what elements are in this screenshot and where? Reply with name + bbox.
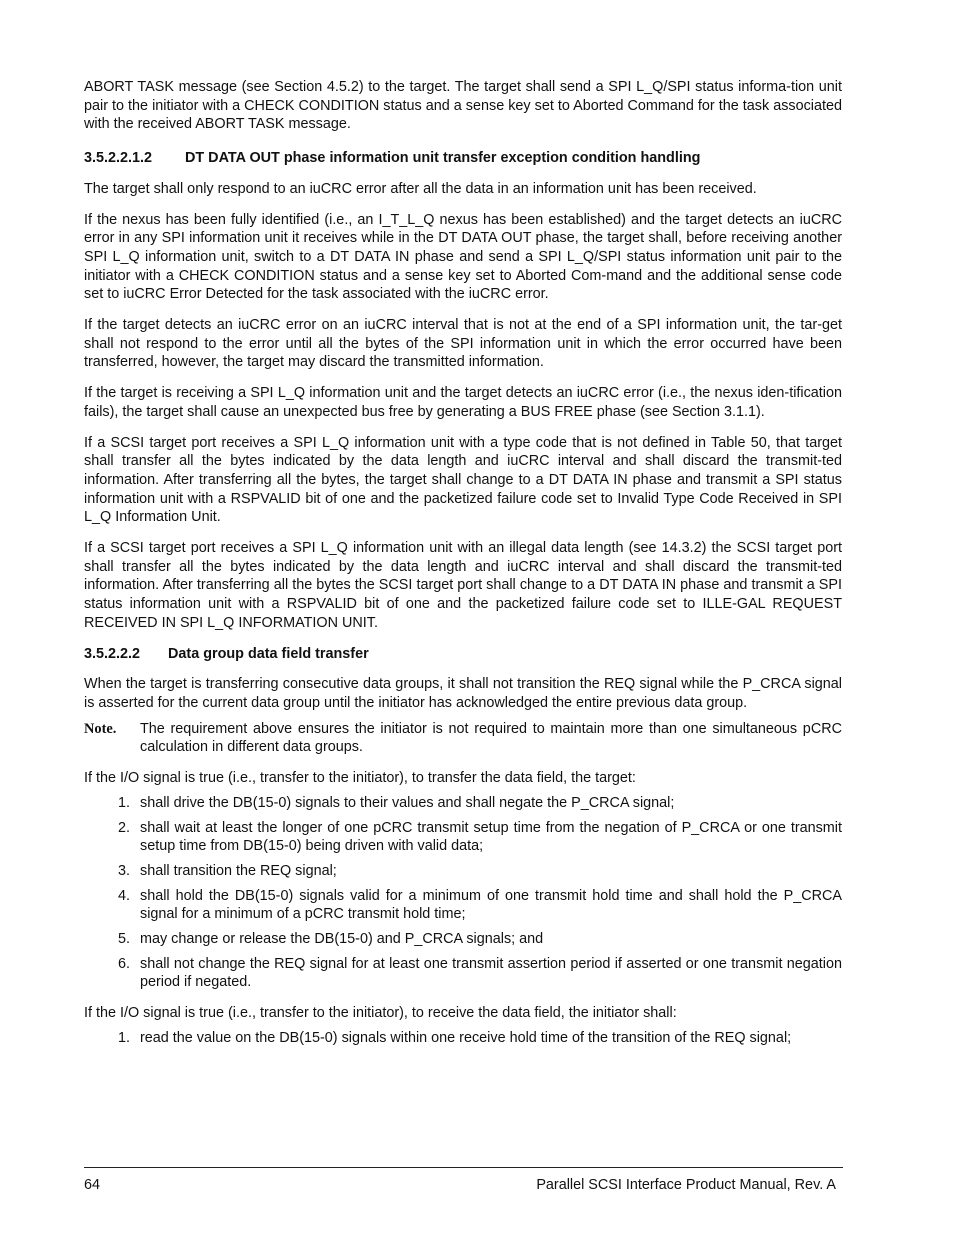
paragraph: If the nexus has been fully identified (i.e., an I_T_L_Q nexus has been established) and the target detects an iuCRC error in any SPI information unit it receives while in the DT DATA OUT phase, the target shall, before receiving another SPI L_Q information unit, switch to a DT DATA IN phase and send a SPI L_Q/SPI status information unit pair to the initiator with a CHECK CONDITION status and a sense key set to Aborted Com-mand and the additional sense code set to iuCRC Error Detected for the task associated with the iuCRC error. — [84, 211, 842, 303]
page-number: 64 — [84, 1177, 101, 1193]
list-number: 5. — [118, 931, 131, 948]
paragraph: When the target is transferring consecutive data groups, it shall not transition the REQ signal while the P_CRCA signal is asserted for the current data group until the initiator has acknowledged the entire previous data group. — [84, 676, 842, 711]
note — [84, 720, 842, 757]
list-text: shall not change the REQ signal for at least one transmit assertion period if asserted or one transmit negation period if negated. — [140, 955, 842, 991]
list-text: shall wait at least the longer of one pCRC transmit setup time from the negation of P_CRCA or one transmit setup time from DB(15-0) being driven with valid data; — [140, 819, 842, 855]
section-number: 3.5.2.2.1.2 — [84, 150, 153, 167]
list-number: 1. — [118, 794, 131, 811]
numbered-list — [84, 794, 842, 992]
footer-title: Parallel SCSI Interface Product Manual, Rev. A — [536, 1177, 836, 1193]
list-text: shall hold the DB(15-0) signals valid for a minimum of one transmit hold time and shall hold the P_CRCA signal for a minimum of a pCRC transmit hold time; — [140, 887, 842, 923]
section-number: 3.5.2.2.2 — [84, 645, 141, 662]
paragraph: If the target detects an iuCRC error on an iuCRC interval that is not at the end of a SPI information unit, the tar-get shall not respond to the error until all the bytes of the SPI information unit in which the error occurred have been transferred, however, the target may discard the transmitted information. — [84, 317, 842, 371]
paragraph: ABORT TASK message (see Section 4.5.2) to the target. The target shall send a SPI L_Q/SPI status informa-tion unit pair to the initiator with a CHECK CONDITION status and a sense key set to Aborted Command for the task associated with the received ABORT TASK message. — [84, 79, 842, 133]
list-text: may change or release the DB(15-0) and P_CRCA signals; and — [140, 931, 544, 948]
list-item — [84, 955, 842, 992]
list-item — [84, 1029, 842, 1048]
paragraph: If a SCSI target port receives a SPI L_Q information unit with a type code that is not defined in Table 50, that target shall transfer all the bytes indicated by the data length and iuCRC interval and shall discard the transmit-ted information. After transferring all the bytes, the target shall change to a DT DATA IN phase and transmit a SPI status information unit with a RSPVALID bit of one and the packetized failure code set to Invalid Type Code Received in SPI L_Q Information Unit. — [84, 434, 842, 526]
note-text: The requirement above ensures the initiator is not required to maintain more than one simultaneous pCRC calculation in different data groups. — [140, 720, 842, 756]
paragraph: If a SCSI target port receives a SPI L_Q information unit with an illegal data length (see 14.3.2) the SCSI target port shall transfer all the bytes indicated by the data length and iuCRC interval and shall discard the transmit-ted information. After transferring all the bytes the SCSI target port shall change to a DT DATA IN phase and transmit a SPI status information unit with a RSPVALID bit of one and the packetized failure code set to ILLE-GAL REQUEST RECEIVED IN SPI L_Q INFORMATION UNIT. — [84, 540, 842, 631]
list-number: 4. — [118, 887, 131, 904]
list-item — [84, 794, 842, 813]
section-title: Data group data field transfer — [168, 645, 369, 662]
paragraph: If the I/O signal is true (i.e., transfer to the initiator), to receive the data field, the initiator shall: — [84, 1005, 677, 1022]
list-number: 1. — [118, 1029, 131, 1046]
section-heading — [84, 149, 842, 168]
paragraph: If the target is receiving a SPI L_Q information unit and the target detects an iuCRC error (i.e., the nexus iden-tification fails), the target shall cause an unexpected bus free by generating a BUS FREE phase (see Section 3.1.1). — [84, 385, 842, 420]
note-label: Note. — [84, 720, 117, 737]
section-title: DT DATA OUT phase information unit transfer exception condition handling — [185, 150, 701, 167]
footer-divider — [84, 1167, 843, 1168]
paragraph: The target shall only respond to an iuCRC error after all the data in an information unit has been received. — [84, 180, 757, 197]
list-item — [84, 862, 842, 881]
section-heading — [84, 645, 842, 664]
paragraph: If the I/O signal is true (i.e., transfer to the initiator), to transfer the data field, the target: — [84, 770, 636, 787]
list-item — [84, 930, 842, 949]
list-item — [84, 819, 842, 856]
numbered-list — [84, 1029, 842, 1048]
list-number: 2. — [118, 819, 131, 836]
page-body — [84, 78, 842, 1060]
list-text: shall transition the REQ signal; — [140, 862, 337, 879]
list-item — [84, 887, 842, 924]
list-number: 3. — [118, 862, 131, 879]
list-text: shall drive the DB(15-0) signals to their values and shall negate the P_CRCA signal; — [140, 794, 675, 811]
list-text: read the value on the DB(15-0) signals within one receive hold time of the transition of the REQ signal; — [140, 1029, 792, 1046]
list-number: 6. — [118, 955, 131, 972]
